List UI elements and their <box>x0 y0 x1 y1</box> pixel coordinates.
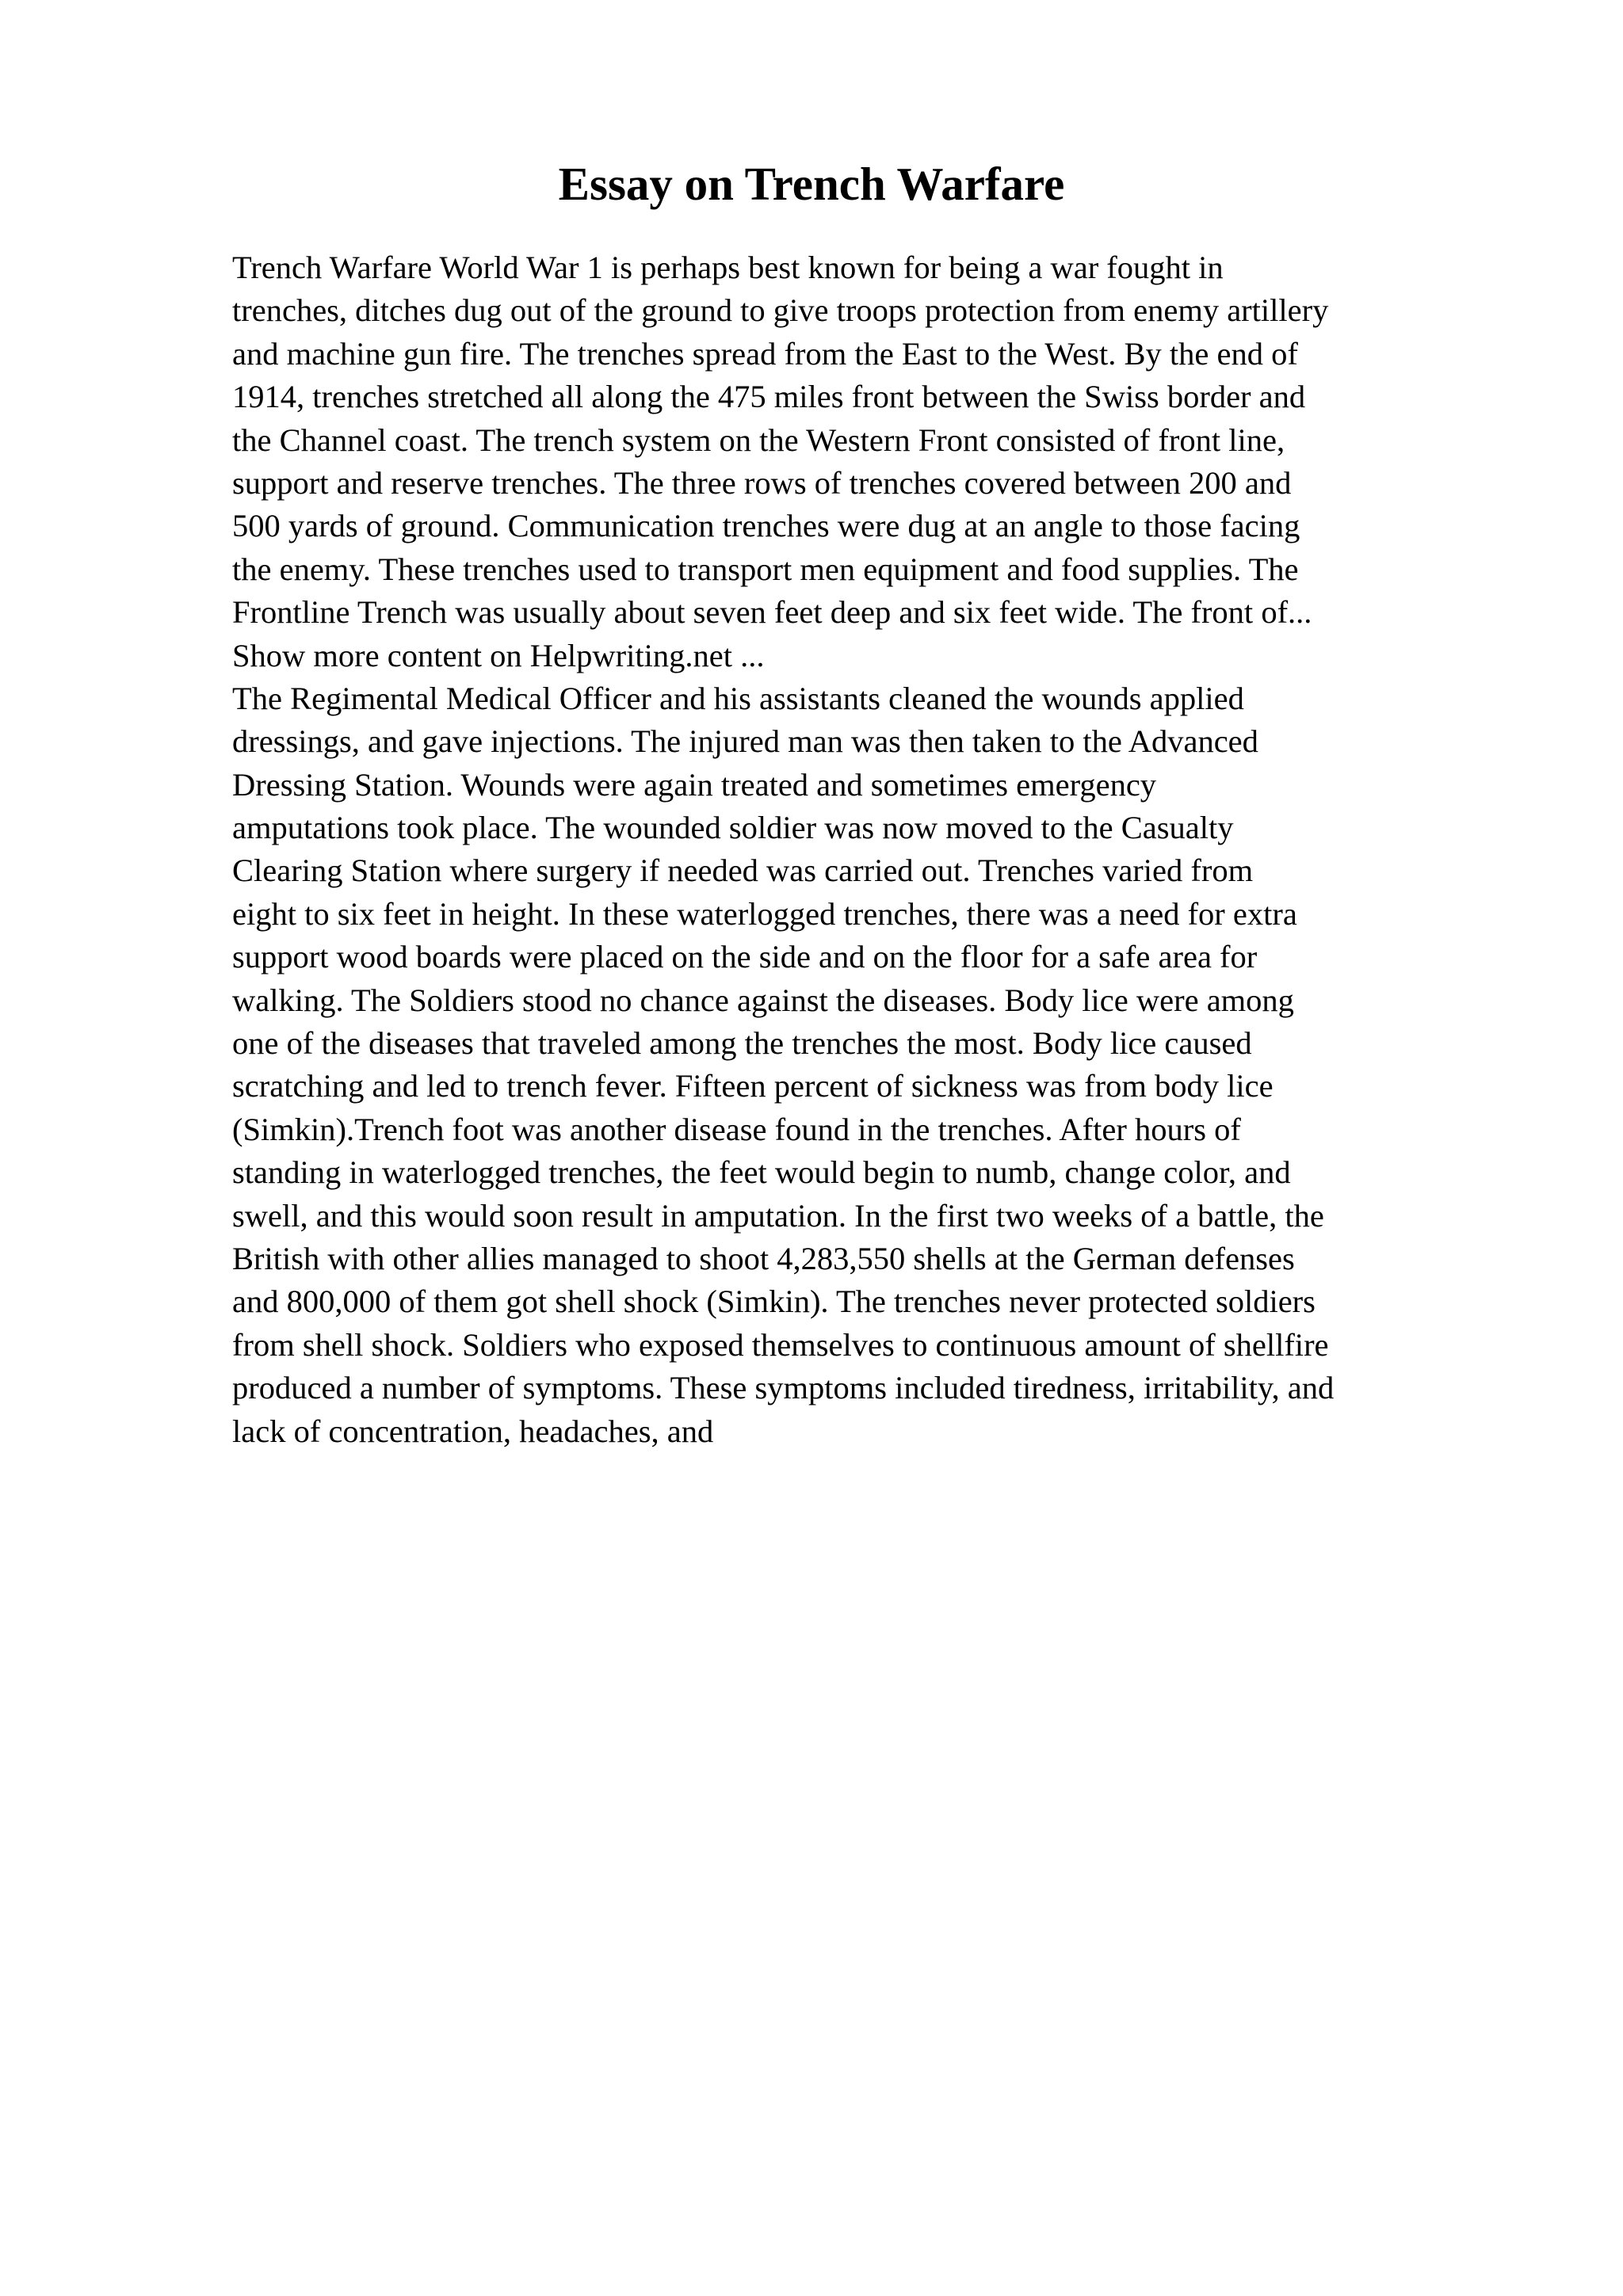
document-body <box>232 246 1516 1453</box>
body-line: eight to six feet in height. In these waterlogged trenches, there was a need for extra <box>232 895 1297 932</box>
body-line: the Channel coast. The trench system on the Western Front consisted of front line, <box>232 421 1285 458</box>
body-line: Trench Warfare World War 1 is perhaps best known for being a war fought in <box>232 250 1224 285</box>
body-line: British with other allies managed to shoot 4,283,550 shells at the German defenses <box>232 1240 1295 1276</box>
body-line: standing in waterlogged trenches, the feet would begin to numb, change color, and <box>232 1154 1291 1191</box>
body-line: The Regimental Medical Officer and his assistants cleaned the wounds applied <box>232 680 1244 716</box>
body-line: support and reserve trenches. The three rows of trenches covered between 200 and <box>232 464 1292 501</box>
body-line: lack of concentration, headaches, and <box>232 1413 714 1449</box>
body-line: trenches, ditches dug out of the ground to give troops protection from enemy artillery <box>232 292 1329 329</box>
body-line: Dressing Station. Wounds were again treated and sometimes emergency <box>232 766 1157 803</box>
body-line: one of the diseases that traveled among the trenches the most. Body lice caused <box>232 1025 1252 1062</box>
document-title: Essay on Trench Warfare <box>558 158 1065 210</box>
body-line: the enemy. These trenches used to transport men equipment and food supplies. The <box>232 551 1299 587</box>
body-line: and machine gun fire. The trenches spread from the East to the West. By the end of <box>232 335 1298 372</box>
body-line: walking. The Soldiers stood no chance against the diseases. Body lice were among <box>232 982 1294 1018</box>
body-line: scratching and led to trench fever. Fifteen percent of sickness was from body lice <box>232 1068 1274 1104</box>
body-line: (Simkin).Trench foot was another disease found in the trenches. After hours of <box>232 1111 1241 1147</box>
body-line: Clearing Station where surgery if needed was carried out. Trenches varied from <box>232 852 1254 889</box>
body-line: 500 yards of ground. Communication trenches were dug at an angle to those facing <box>232 508 1300 544</box>
body-line: support wood boards were placed on the side and on the floor for a safe area for <box>232 939 1258 975</box>
body-line: 1914, trenches stretched all along the 475 miles front between the Swiss border and <box>232 379 1306 415</box>
body-line: swell, and this would soon result in amputation. In the first two weeks of a battle, the <box>232 1197 1324 1234</box>
body-line: Show more content on Helpwriting.net ... <box>232 637 765 673</box>
body-line: from shell shock. Soldiers who exposed themselves to continuous amount of shellfire <box>232 1326 1329 1363</box>
body-line: Frontline Trench was usually about seven feet deep and six feet wide. The front of... <box>232 594 1312 631</box>
body-line: produced a number of symptoms. These symptoms included tiredness, irritability, and <box>232 1370 1335 1406</box>
body-line: and 800,000 of them got shell shock (Simkin). The trenches never protected soldiers <box>232 1283 1316 1320</box>
body-line: amputations took place. The wounded soldier was now moved to the Casualty <box>232 810 1234 846</box>
body-line: dressings, and gave injections. The injured man was then taken to the Advanced <box>232 723 1258 760</box>
